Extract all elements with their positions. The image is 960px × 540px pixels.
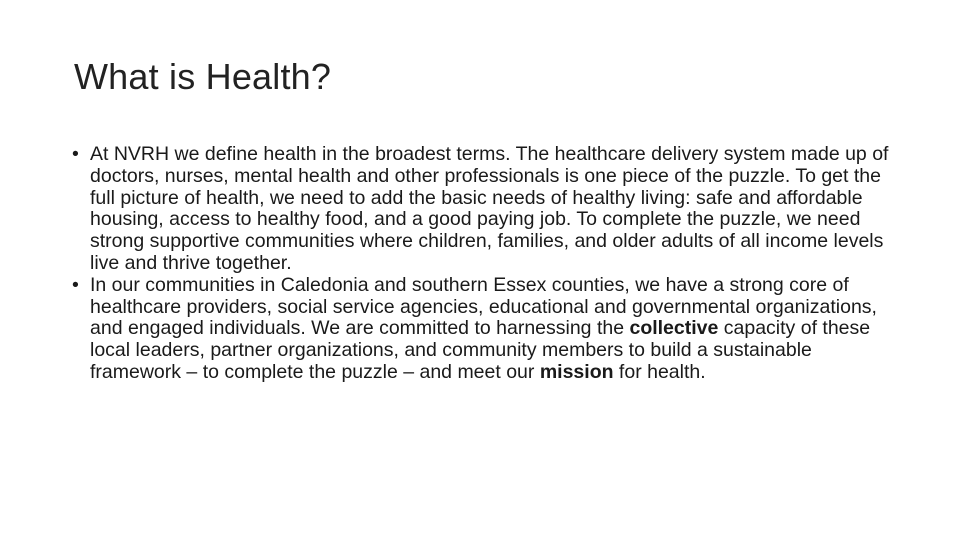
bullet-text-segment: In our communities in Caledonia and southern Essex counties, we have a strong core of healthcare providers, social service agencies, educational and governmental organizations, and engaged individuals. We are committed to harnessing the — [90, 273, 877, 340]
bullet-text-segment: capacity of these local leaders, partner organizations, and community members to build a sustainable framework – to complete the puzzle – and meet our — [90, 317, 871, 383]
bullet-text — [90, 274, 877, 383]
bullet-item-2 — [72, 275, 892, 384]
bold-mission: mission — [539, 360, 614, 383]
bullet-marker: • — [72, 143, 79, 165]
slide-title: What is Health? — [74, 56, 332, 97]
bullet-marker: • — [72, 273, 79, 296]
bullet-item-1 — [72, 144, 892, 275]
bold-collective: collective — [629, 317, 719, 340]
bullet-text-segment: for health. — [613, 360, 706, 383]
bullet-text: At NVRH we define health in the broadest terms. The healthcare delivery system made up of doctors, nurses, mental health and other professionals is one piece of the puzzle. To get the full picture of health, we need to add the basic needs of healthy living: safe and affordable housing, access to healthy food, and a good paying job. To complete the puzzle, we need strong supportive communities where children, families, and older adults of all income levels live and thrive together. — [90, 143, 889, 274]
bullet-list — [72, 144, 892, 384]
